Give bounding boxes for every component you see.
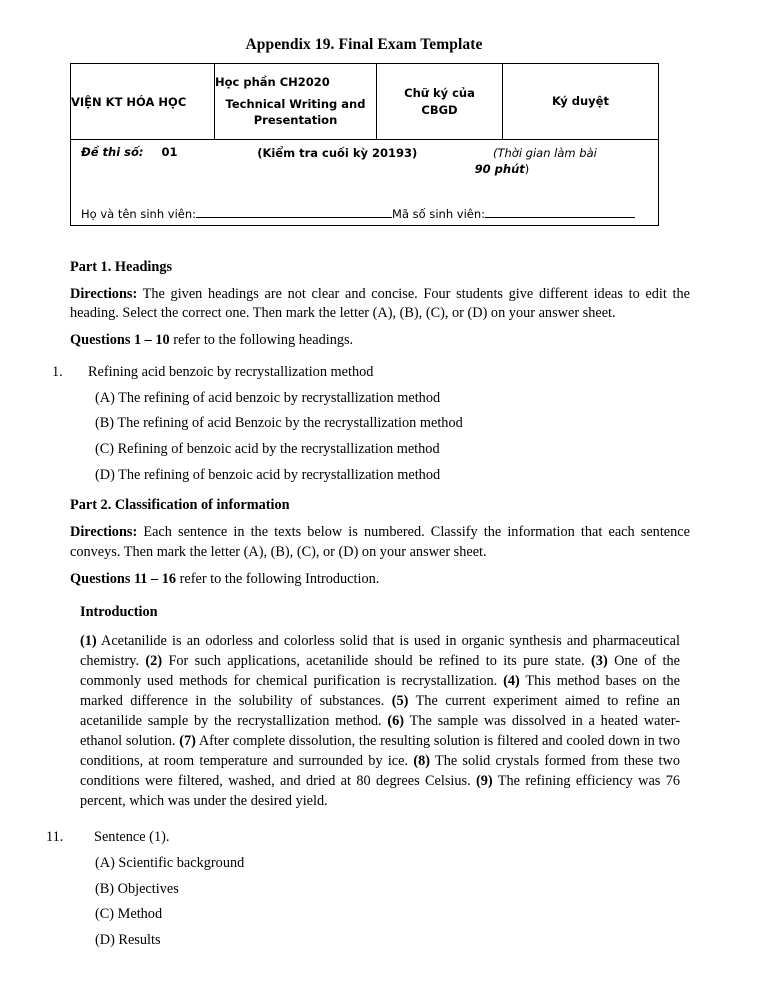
introduction-block — [70, 603, 680, 811]
exam-code-line — [81, 145, 652, 162]
duration-line1: (Thời gian làm bài — [493, 146, 597, 160]
part1-option-d[interactable]: (D) The refining of benzoic acid by recrystallization method — [95, 466, 441, 483]
sentence-5-number: (5) — [391, 693, 409, 710]
exam-code-value: 01 — [161, 145, 178, 159]
sentence-3-text: One of the commonly used methods for chemical purification is recrystallization. — [80, 653, 680, 690]
exam-duration — [487, 145, 652, 162]
student-id-input[interactable] — [485, 207, 635, 218]
duration-close-paren: ) — [524, 162, 530, 176]
table-row — [71, 64, 659, 140]
page-title: Appendix 19. Final Exam Template — [245, 36, 483, 53]
exam-duration-second-line — [81, 162, 652, 176]
introduction-title: Introduction — [80, 604, 158, 621]
module-code: Học phần CH2020 — [215, 74, 330, 89]
part2-questions-text: refer to the following Introduction. — [176, 570, 380, 587]
module-cell — [215, 64, 377, 140]
part2-question-stem: Sentence (1). — [94, 829, 170, 846]
part2-questions-range — [70, 570, 690, 590]
exam-name: (Kiểm tra cuối kỳ 20193) — [257, 146, 418, 160]
student-id-label: Mã số sinh viên: — [392, 207, 486, 221]
part1-questions-range — [70, 331, 690, 351]
part1-question-number: 1. — [52, 363, 63, 380]
institute-cell: VIỆN KT HÓA HỌC — [71, 64, 215, 140]
signature-header-line2: CBGD — [421, 102, 458, 117]
document-body — [46, 258, 690, 957]
part2-directions-text: Each sentence in the texts below is numbered. Classify the information that each sentence conveys. Then mark the letter (A), (B), (C), or (D) on your answer sheet. — [70, 524, 690, 560]
sentence-2 — [145, 653, 584, 669]
exam-info-cell — [71, 140, 659, 226]
sentence-3-number: (3) — [591, 653, 608, 670]
sentence-8-text: The solid crystals formed from these two conditions were filtered, washed, and dried at 80 degrees Celsius. — [80, 753, 680, 790]
sentence-7-text: After complete dissolution, the resulting solution is filtered and cooled down in two conditions, at room temperature and surrounded by ice. — [80, 733, 680, 770]
part1-heading: Part 1. Headings — [70, 259, 173, 275]
sentence-2-number: (2) — [145, 653, 163, 670]
part1-option-b[interactable]: (B) The refining of acid Benzoic by the recrystallization method — [95, 415, 463, 432]
sentence-1-number: (1) — [80, 633, 97, 650]
part2-questions-label: Questions 11 – 16 — [70, 570, 177, 587]
duration-minutes: 90 phút — [474, 162, 525, 176]
part2-directions-label: Directions: — [70, 524, 138, 541]
part2-option-b[interactable]: (B) Objectives — [95, 880, 179, 897]
approval-header-cell: Ký duyệt — [503, 64, 659, 140]
sentence-2-text: For such applications, acetanilide should be refined to its pure state. — [162, 653, 585, 670]
part1-directions-label: Directions: — [70, 285, 138, 302]
sentence-9-number: (9) — [476, 773, 493, 790]
part1-option-c[interactable]: (C) Refining of benzoic acid by the recrystallization method — [95, 441, 440, 458]
part2-option-c[interactable]: (C) Method — [95, 906, 163, 923]
part2-question-11 — [46, 828, 690, 848]
student-fields-line — [81, 207, 652, 221]
sentence-4-text: This method bases on the marked difference in the solubility of substances. — [80, 673, 680, 710]
exam-code-label: Đề thi số: — [81, 145, 144, 159]
signature-header-line1: Chữ ký của — [404, 85, 475, 100]
part2-heading: Part 2. Classification of information — [70, 497, 290, 514]
sentence-7-number: (7) — [179, 733, 196, 750]
sentence-1-text: Acetanilide is an odorless and colorless solid that is used in organic synthesis and pharmaceutical chemistry. — [80, 633, 680, 670]
sentence-5-text: The current experiment aimed to refine an acetanilide sample by the recrystallization method. — [80, 693, 680, 730]
exam-header-table — [70, 63, 659, 226]
sentence-6-text: The sample was dissolved in a heated water-ethanol solution. — [80, 713, 680, 750]
sentence-4-number: (4) — [503, 673, 520, 690]
part1-option-a[interactable]: (A) The refining of acid benzoic by recrystallization method — [95, 389, 441, 406]
part2-directions — [70, 523, 690, 562]
table-row — [71, 140, 659, 226]
sentence-9-text: The refining efficiency was 76 percent, which was under the desired yield. — [80, 773, 680, 810]
part1-directions-text: The given headings are not clear and concise. Four students give different ideas to edit the heading. Select the correct one. Then mark the letter (A), (B), (C), or (D) on your answer sheet. — [70, 285, 690, 322]
part1-question-stem: Refining acid benzoic by recrystallization method — [88, 363, 374, 380]
part2-option-d[interactable]: (D) Results — [95, 932, 161, 949]
sentence-8-number: (8) — [413, 753, 430, 770]
part2-option-a[interactable]: (A) Scientific background — [95, 854, 245, 871]
part1-questions-label: Questions 1 – 10 — [70, 332, 170, 349]
student-name-input[interactable] — [196, 207, 392, 218]
part1-questions-text: refer to the following headings. — [169, 332, 354, 349]
introduction-body — [80, 631, 680, 811]
student-name-label: Họ và tên sinh viên: — [81, 207, 197, 221]
sentence-6-number: (6) — [387, 713, 405, 730]
part1-directions — [70, 285, 690, 324]
part1-question-1 — [52, 363, 690, 383]
part2-question-number: 11. — [46, 829, 64, 846]
module-title: Technical Writing and Presentation — [225, 96, 366, 128]
part2-question-wrap — [46, 828, 690, 951]
signature-header-cell — [377, 64, 503, 140]
exam-info-block — [71, 140, 658, 225]
